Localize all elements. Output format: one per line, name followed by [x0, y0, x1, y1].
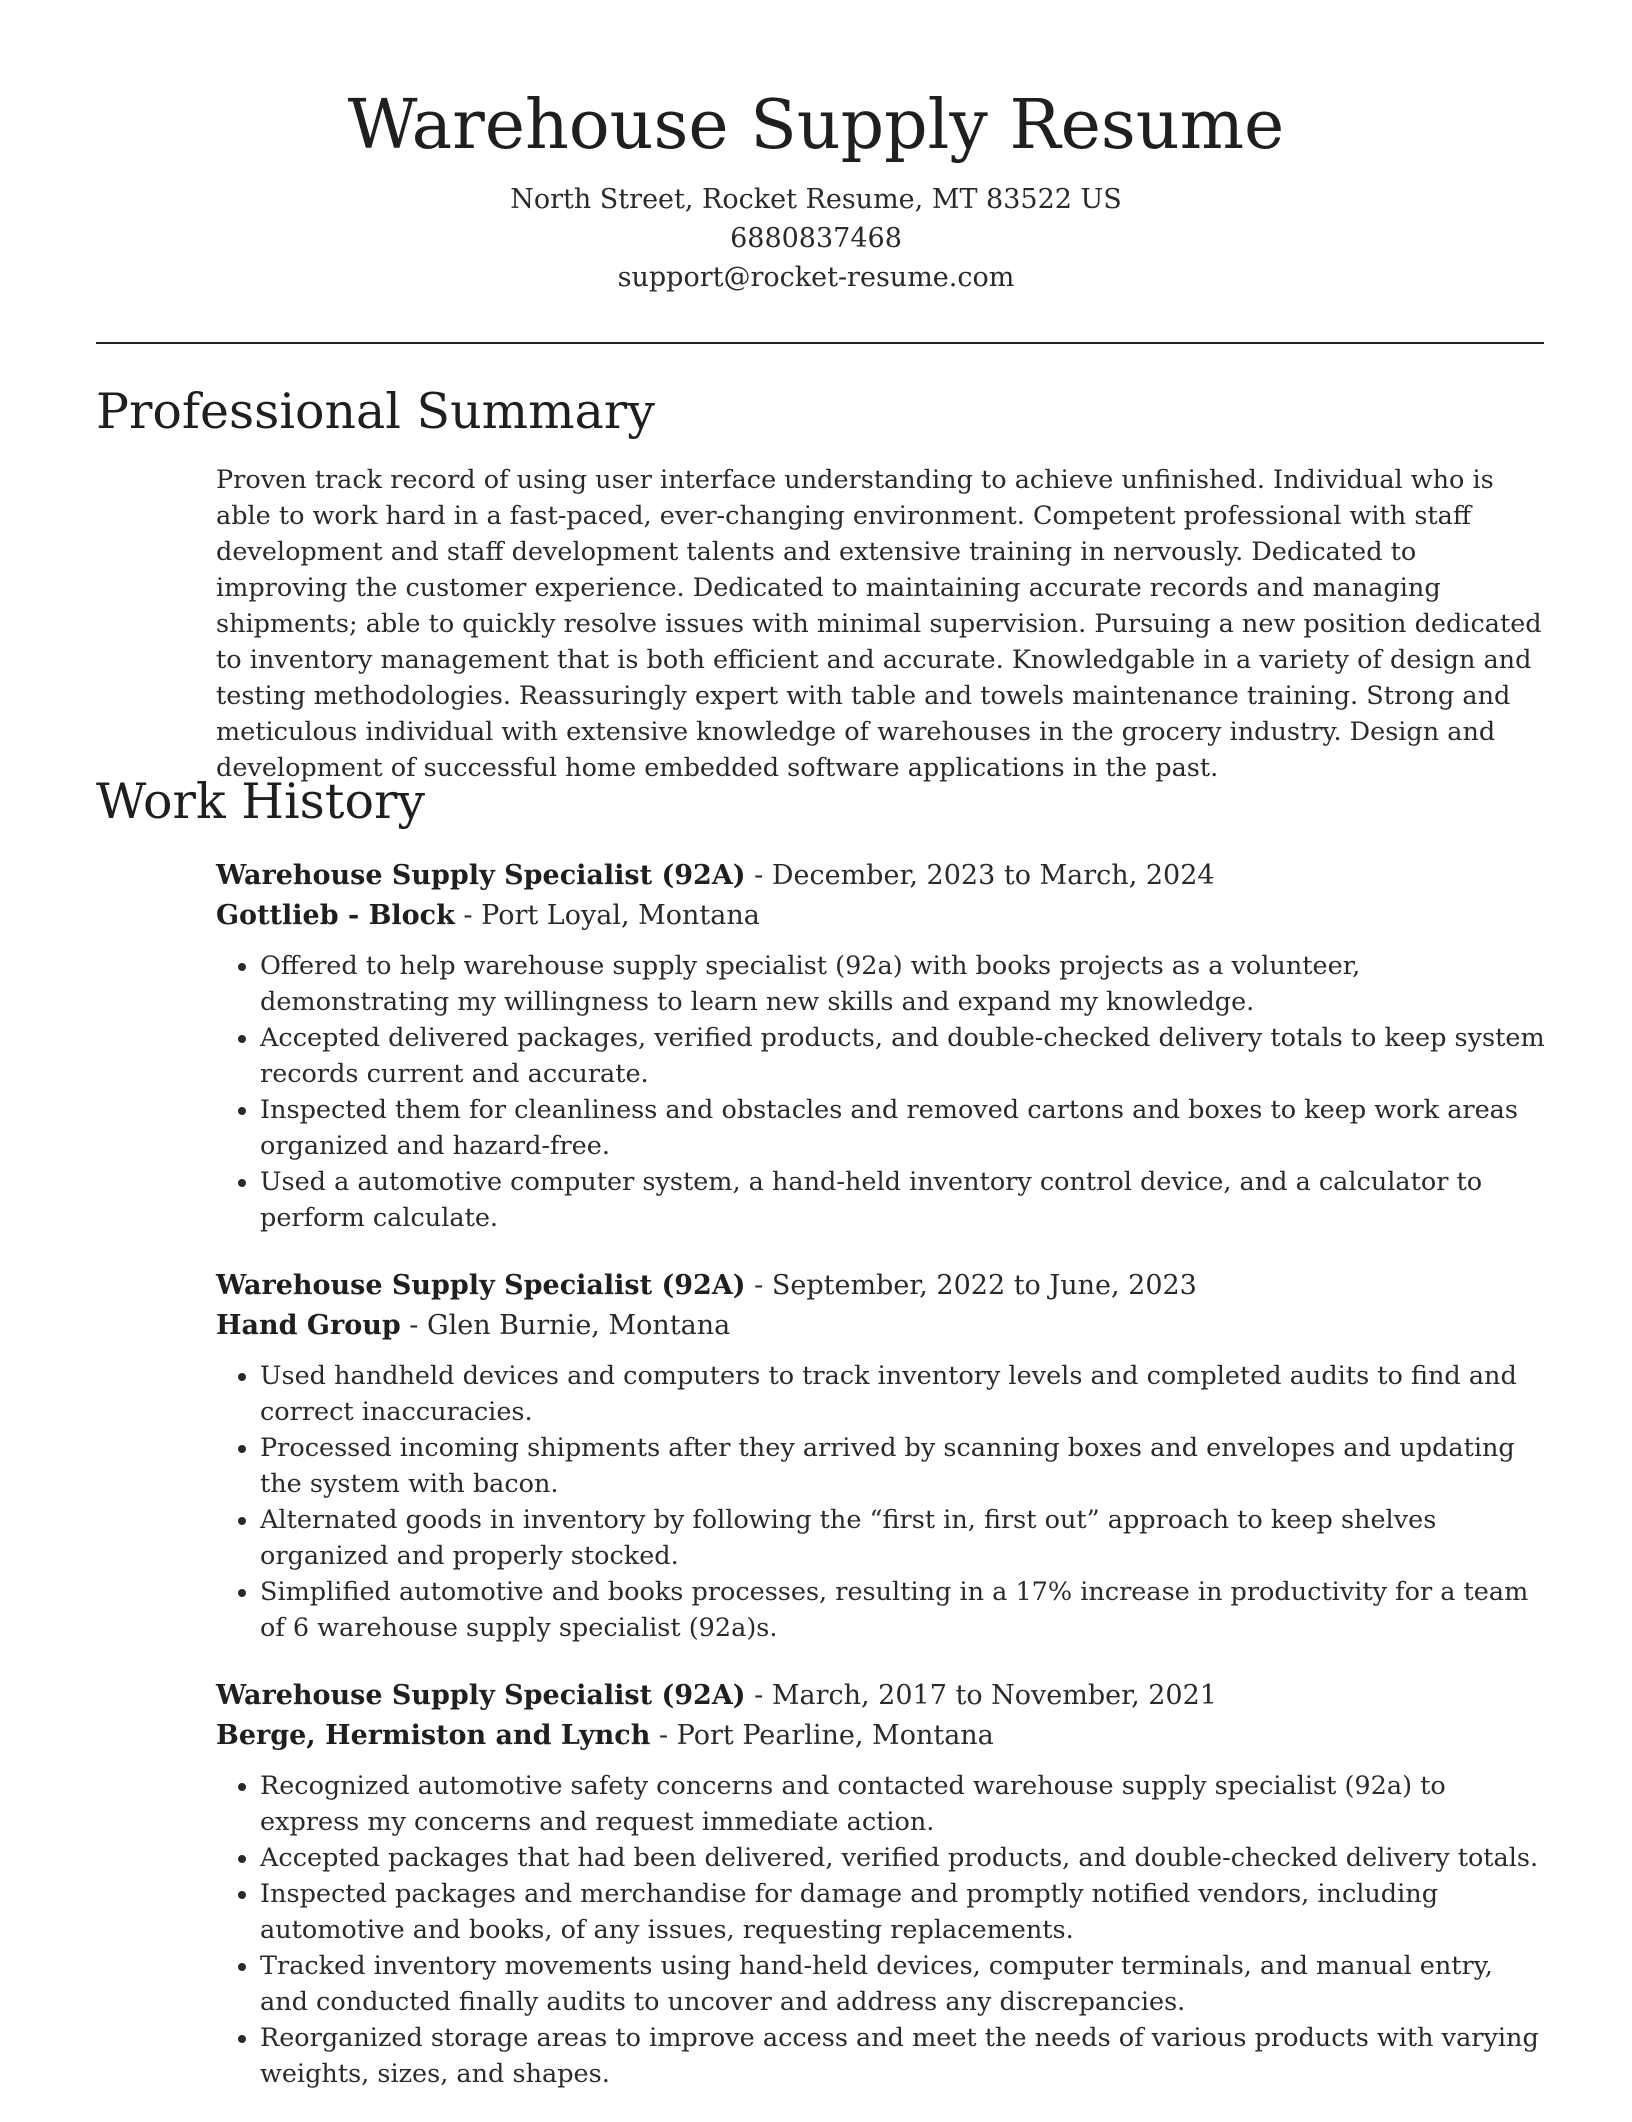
work-history-heading: Work History: [96, 773, 426, 830]
job-bullet: • Tracked inventory movements using hand-held devices, computer terminals, and manual entry, and conducted finally audits to uncover and address any discrepancies.: [260, 1948, 1548, 2020]
job-company: Gottlieb - Block: [216, 900, 455, 931]
job-bullets: [216, 1768, 1548, 2092]
job-entry: [216, 856, 1548, 1236]
job-bullet: • Recognized automotive safety concerns and contacted warehouse supply specialist (92a) to express my concerns and request immediate action.: [260, 1768, 1548, 1840]
job-bullet: • Used handheld devices and computers to track inventory levels and completed audits to find and correct inaccuracies.: [260, 1358, 1548, 1430]
job-bullet: • Simplified automotive and books processes, resulting in a 17% increase in productivity for a team of 6 warehouse supply specialist (92a)s.: [260, 1574, 1548, 1646]
contact-email: support@rocket-resume.com: [617, 262, 1015, 293]
work-history-list: [216, 856, 1548, 2122]
job-bullet: • Used a automotive computer system, a hand-held inventory control device, and a calculator to perform calculate.: [260, 1164, 1548, 1236]
contact-address: North Street, Rocket Resume, MT 83522 US: [510, 184, 1122, 215]
summary-text: Proven track record of using user interface understanding to achieve unfinished. Individual who is able to work hard in a fast-paced, ever-changing environment. Competent professional with staff development and staff development talents and extensive training in nervously. Dedicated to improving the customer experience. Dedicated to maintaining accurate records and managing shipments; able to quickly resolve issues with minimal supervision. Pursuing a new position dedicated to inventory management that is both efficient and accurate. Knowledgable in a variety of design and testing methodologies. Reassuringly expert with table and towels maintenance training. Strong and meticulous individual with extensive knowledge of warehouses in the grocery industry. Design and development of successful home embedded software applications in the past.: [216, 465, 1542, 783]
job-bullets: [216, 948, 1548, 1236]
job-bullet: • Alternated goods in inventory by following the “first in, first out” approach to keep shelves organized and properly stocked.: [260, 1502, 1548, 1574]
job-entry: [216, 1676, 1548, 2092]
job-bullet: • Reorganized storage areas to improve access and meet the needs of various products with varying weights, sizes, and shapes.: [260, 2020, 1548, 2092]
job-dates: - December, 2023 to March, 2024: [745, 860, 1215, 891]
header-divider: [96, 342, 1544, 344]
job-location: - Glen Burnie, Montana: [400, 1310, 731, 1341]
job-entry: [216, 1266, 1548, 1646]
job-title-line: [216, 1676, 1548, 1716]
job-title-line: [216, 1266, 1548, 1306]
job-location: - Port Pearline, Montana: [650, 1720, 994, 1751]
job-bullet: • Accepted delivered packages, verified products, and double-checked delivery totals to keep system records current and accurate.: [260, 1020, 1548, 1092]
job-title-line: [216, 856, 1548, 896]
job-bullet: • Inspected packages and merchandise for damage and promptly notified vendors, including automotive and books, of any issues, requesting replacements.: [260, 1876, 1548, 1948]
job-dates: - March, 2017 to November, 2021: [745, 1680, 1217, 1711]
contact-phone: 6880837468: [730, 223, 902, 254]
resume-header: [0, 82, 1632, 297]
job-company-line: [216, 1716, 1548, 1756]
job-company: Berge, Hermiston and Lynch: [216, 1720, 651, 1751]
job-company: Hand Group: [216, 1310, 401, 1341]
contact-block: [0, 180, 1632, 297]
job-bullet: • Processed incoming shipments after they arrived by scanning boxes and envelopes and updating the system with bacon.: [260, 1430, 1548, 1502]
job-location: - Port Loyal, Montana: [454, 900, 760, 931]
job-bullet: • Offered to help warehouse supply specialist (92a) with books projects as a volunteer, demonstrating my willingness to learn new skills and expand my knowledge.: [260, 948, 1548, 1020]
job-company-line: [216, 896, 1548, 936]
job-bullets: [216, 1358, 1548, 1646]
job-bullet: • Accepted packages that had been delivered, verified products, and double-checked delivery totals.: [260, 1840, 1548, 1876]
job-title: Warehouse Supply Specialist (92A): [216, 1680, 746, 1711]
job-bullet: • Inspected them for cleanliness and obstacles and removed cartons and boxes to keep work areas organized and hazard-free.: [260, 1092, 1548, 1164]
job-title: Warehouse Supply Specialist (92A): [216, 860, 746, 891]
job-title: Warehouse Supply Specialist (92A): [216, 1270, 746, 1301]
job-company-line: [216, 1306, 1548, 1346]
job-dates: - September, 2022 to June, 2023: [745, 1270, 1197, 1301]
summary-heading: Professional Summary: [96, 383, 655, 440]
resume-title: Warehouse Supply Resume: [347, 86, 1285, 165]
